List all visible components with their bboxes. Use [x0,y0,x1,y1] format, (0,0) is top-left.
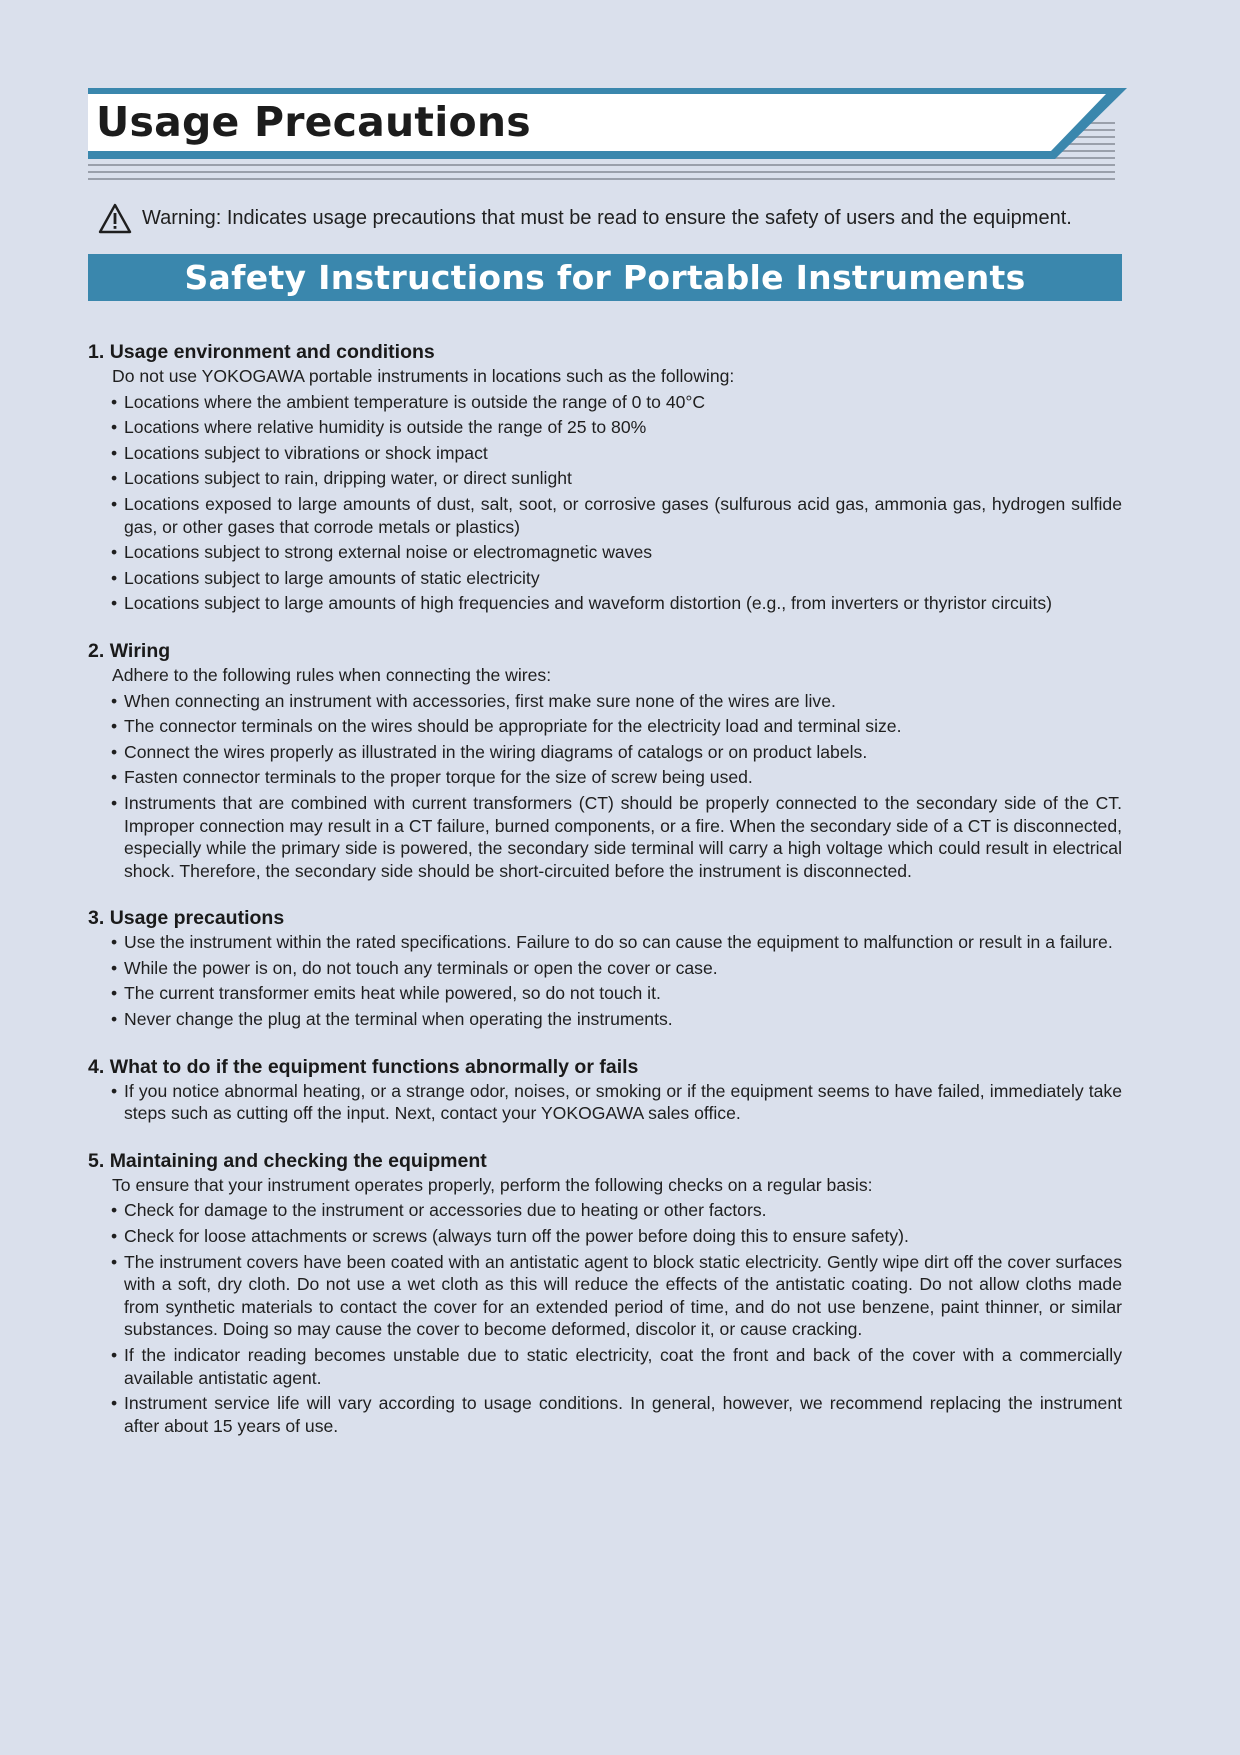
section-heading [88,639,1122,664]
list-item: • If the indicator reading becomes unstable due to static electricity, coat the front and back of the cover with a commercially available antistatic agent. [88,1344,1122,1389]
section-number: 3. [88,907,105,930]
section-number: 1. [88,341,105,363]
list-item: • Locations subject to large amounts of static electricity [88,567,1122,590]
list-item: • The connector terminals on the wires should be appropriate for the electricity load and terminal size. [88,715,1122,738]
section-heading [88,1055,1122,1080]
section-heading [88,906,1122,931]
section-heading [88,1149,1122,1174]
list-item: • The current transformer emits heat while powered, so do not touch it. [88,982,1122,1005]
bullet-list [88,1199,1122,1437]
list-item: • Locations subject to rain, dripping water, or direct sunlight [88,467,1122,490]
warning-text: Warning: Indicates usage precautions that must be read to ensure the safety of users and the equipment. [142,206,1072,229]
list-item: • Locations where relative humidity is outside the range of 25 to 80% [88,416,1122,439]
section-title: Maintaining and checking the equipment [109,1149,487,1172]
list-item: • Use the instrument within the rated specifications. Failure to do so can cause the equipment to malfunction or result in a failure. [88,931,1122,954]
list-item: • Locations subject to large amounts of high frequencies and waveform distortion (e.g., from inverters or thyristor circuits) [88,592,1122,615]
section-intro: Adhere to the following rules when connecting the wires: [112,664,552,685]
bullet-list [88,391,1122,615]
list-item: • If you notice abnormal heating, or a strange odor, noises, or smoking or if the equipment seems to have failed, immediately take steps such as cutting off the input. Next, contact your YOKOGAWA sales office. [88,1080,1122,1125]
list-item: • While the power is on, do not touch any terminals or open the cover or case. [88,957,1122,980]
list-item: • Locations where the ambient temperature is outside the range of 0 to 40°C [88,391,1122,414]
list-item: • Locations exposed to large amounts of dust, salt, soot, or corrosive gases (sulfurous acid gas, ammonia gas, hydrogen sulfide gas, or other gases that corrode metals or plastics) [88,493,1122,538]
section-title: Usage precautions [109,907,285,930]
section-banner [88,254,1122,301]
list-item: • Fasten connector terminals to the proper torque for the size of screw being used. [88,766,1122,789]
section-heading [88,340,1122,365]
section-abnormal-function [88,1055,1122,1125]
list-item: • When connecting an instrument with accessories, first make sure none of the wires are live. [88,690,1122,713]
section-title: Wiring [109,639,171,662]
safety-instructions-body [88,340,1122,1461]
list-item: • Instruments that are combined with current transformers (CT) should be properly connected to the secondary side of the CT. Improper connection may result in a CT failure, burned components, or a fire. When the secondary side of a CT is disconnected, especially while the primary side is powered, the secondary side terminal will carry a high voltage which could result in electrical shock. Therefore, the secondary side should be short-circuited before the instrument is disconnected. [88,792,1122,882]
section-title: Usage environment and conditions [109,341,435,363]
bullet-list [88,690,1122,883]
bullet-list [88,931,1122,1030]
section-number: 4. [88,1055,105,1078]
warning-triangle-icon [98,203,132,234]
section-intro: Do not use YOKOGAWA portable instruments in locations such as the following: [112,366,735,386]
list-item: • Check for loose attachments or screws (always turn off the power before doing this to ensure safety). [88,1225,1122,1248]
section-maintenance [88,1149,1122,1438]
page-title-block [88,86,1128,190]
list-item: • Instrument service life will vary according to usage conditions. In general, however, we recommend replacing the instrument after about 15 years of use. [88,1392,1122,1437]
list-item: • Locations subject to strong external noise or electromagnetic waves [88,541,1122,564]
section-intro: To ensure that your instrument operates properly, perform the following checks on a regular basis: [112,1174,873,1195]
list-item: • The instrument covers have been coated with an antistatic agent to block static electricity. Gently wipe dirt off the cover surfaces with a soft, dry cloth. Do not use a wet cloth as this will reduce the effects of the antistatic coating. Do not allow cloths made from synthetic materials to contact the cover for an extended period of time, and do not use benzene, paint thinner, or similar substances. Doing so may cause the cover to become deformed, discolor it, or cause cracking. [88,1251,1122,1341]
bullet-list [88,1080,1122,1125]
warning-notice [98,199,1138,237]
section-title: What to do if the equipment functions abnormally or fails [109,1055,639,1078]
section-usage-environment [88,340,1122,615]
list-item: • Locations subject to vibrations or shock impact [88,442,1122,465]
list-item: • Never change the plug at the terminal when operating the instruments. [88,1008,1122,1031]
section-wiring [88,639,1122,882]
list-item: • Check for damage to the instrument or accessories due to heating or other factors. [88,1199,1122,1222]
banner-title: Safety Instructions for Portable Instruments [184,258,1026,297]
section-number: 5. [88,1149,105,1172]
section-usage-precautions [88,906,1122,1030]
section-number: 2. [88,639,105,662]
list-item: • Connect the wires properly as illustrated in the wiring diagrams of catalogs or on product labels. [88,741,1122,764]
page-title: Usage Precautions [96,98,531,146]
